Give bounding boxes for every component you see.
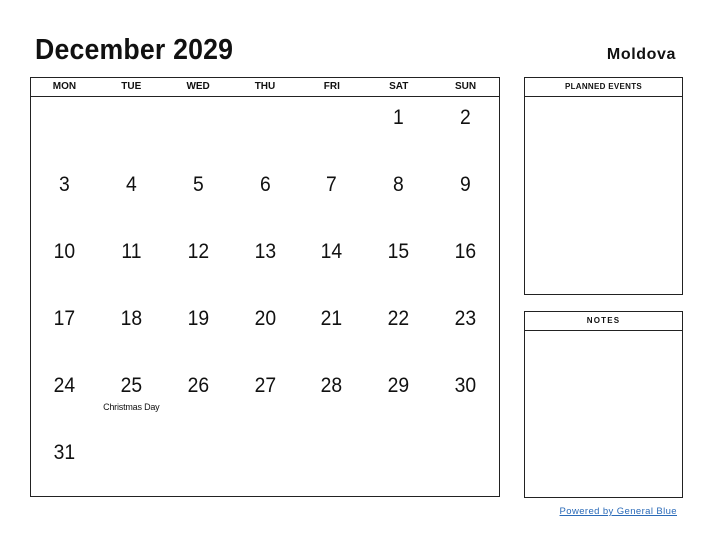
day-cell <box>432 231 499 298</box>
page-title: December 2029 <box>35 34 234 66</box>
day-number: 30 <box>454 374 477 397</box>
day-number: 17 <box>53 307 76 330</box>
day-cell <box>31 97 98 164</box>
day-cell <box>365 298 432 365</box>
day-cell <box>432 298 499 365</box>
day-number: 10 <box>53 240 76 263</box>
day-number: 25 <box>120 374 143 397</box>
day-cell <box>365 97 432 164</box>
holiday-label: Christmas Day <box>103 402 160 412</box>
day-cell <box>98 365 165 432</box>
day-cell <box>31 298 98 365</box>
weekday-header: SUN <box>455 81 477 92</box>
day-number: 14 <box>321 240 343 263</box>
notes-panel <box>524 311 683 498</box>
day-cell <box>298 432 365 499</box>
day-cell <box>165 97 232 164</box>
weekday-header: FRI <box>323 81 340 92</box>
day-cell <box>98 231 165 298</box>
day-cell <box>31 365 98 432</box>
day-cell <box>432 365 499 432</box>
day-cell <box>232 164 299 231</box>
day-cell <box>365 432 432 499</box>
day-number: 20 <box>254 307 276 330</box>
day-cell <box>98 97 165 164</box>
weekday-header: SAT <box>389 81 409 92</box>
planned-events-panel <box>524 77 683 295</box>
day-number: 9 <box>460 173 471 196</box>
day-cell <box>98 298 165 365</box>
calendar-grid <box>30 77 500 497</box>
day-cell <box>232 298 299 365</box>
day-number: 5 <box>192 173 204 196</box>
day-number: 27 <box>254 374 276 397</box>
weekday-header: MON <box>52 81 77 92</box>
day-number: 19 <box>187 307 209 330</box>
day-number: 4 <box>125 173 137 196</box>
weekday-header-row <box>31 78 499 97</box>
day-number: 18 <box>120 307 143 330</box>
day-number: 23 <box>454 307 477 330</box>
day-cell <box>432 97 499 164</box>
day-cell <box>298 97 365 164</box>
calendar-weeks <box>31 97 499 499</box>
day-number: 26 <box>187 374 209 397</box>
day-cell <box>165 365 232 432</box>
day-number: 21 <box>321 307 343 330</box>
day-cell <box>432 164 499 231</box>
day-cell <box>98 432 165 499</box>
day-number: 3 <box>59 173 70 196</box>
day-cell <box>298 298 365 365</box>
day-number: 24 <box>53 374 76 397</box>
day-number: 12 <box>187 240 209 263</box>
day-cell <box>365 231 432 298</box>
day-cell <box>298 164 365 231</box>
day-cell <box>31 164 98 231</box>
day-cell <box>432 432 499 499</box>
day-cell <box>365 365 432 432</box>
day-cell <box>232 432 299 499</box>
weekday-header: TUE <box>121 81 142 92</box>
day-number: 6 <box>259 173 271 196</box>
day-number: 7 <box>326 173 338 196</box>
day-cell <box>365 164 432 231</box>
day-cell <box>232 231 299 298</box>
day-cell <box>165 231 232 298</box>
day-number: 28 <box>321 374 343 397</box>
planned-events-title: PLANNED EVENTS <box>525 78 682 97</box>
notes-title: NOTES <box>525 312 682 331</box>
weekday-header: WED <box>186 81 210 92</box>
weekday-header: THU <box>254 81 276 92</box>
day-number: 15 <box>387 240 410 263</box>
day-number: 1 <box>393 106 405 129</box>
day-cell <box>31 432 98 499</box>
day-number: 13 <box>254 240 276 263</box>
day-cell <box>232 97 299 164</box>
day-cell <box>298 231 365 298</box>
day-cell <box>165 298 232 365</box>
day-number: 8 <box>393 173 405 196</box>
powered-by-link[interactable]: Powered by General Blue <box>559 506 677 517</box>
day-cell <box>165 164 232 231</box>
day-number: 29 <box>387 374 410 397</box>
day-cell <box>165 432 232 499</box>
day-cell <box>298 365 365 432</box>
day-cell <box>98 164 165 231</box>
day-number: 11 <box>121 240 142 263</box>
day-number: 31 <box>53 441 76 464</box>
country-label: Moldova <box>606 46 676 63</box>
day-cell <box>232 365 299 432</box>
day-number: 22 <box>387 307 410 330</box>
day-number: 2 <box>460 106 471 129</box>
day-cell <box>31 231 98 298</box>
day-number: 16 <box>454 240 477 263</box>
